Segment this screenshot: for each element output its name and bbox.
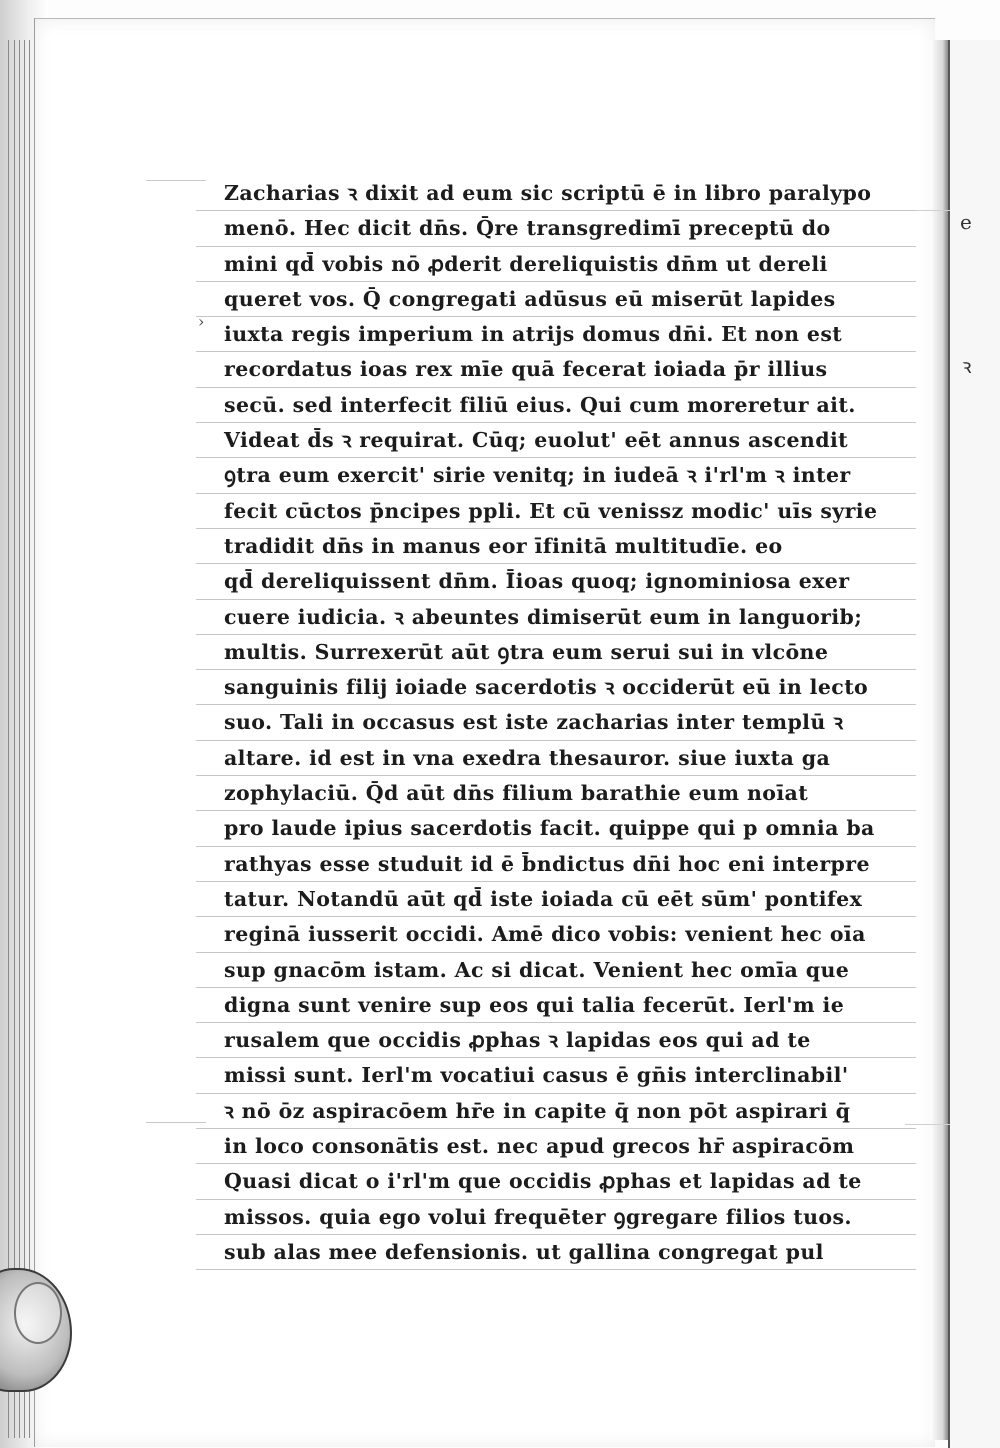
- facing-page-mark: e: [960, 210, 972, 234]
- manuscript-line-text: missos. quia ego volui frequēter ꝯgregare filios tuos.: [224, 1204, 852, 1229]
- manuscript-line: [196, 635, 916, 670]
- manuscript-line: [196, 811, 916, 846]
- manuscript-line-text: suo. Tali in occasus est iste zacharias inter templū ꝛ: [224, 710, 844, 735]
- manuscript-line-text: in loco consonātis est. nec apud grecos hr̄ aspiracōm: [224, 1134, 855, 1159]
- manuscript-line-text: ꝛ nō ōz aspiracōem hr̄e in capite q̄ non pōt aspirari q̄: [224, 1098, 851, 1123]
- manuscript-line-text: secū. sed interfecit filiū eius. Qui cum moreretur ait.: [224, 392, 856, 417]
- manuscript-line: [196, 1023, 916, 1058]
- manuscript-line-text: qd̄ dereliquissent dn̄m. Ī̄ioas quoq; ignominiosa exer: [224, 569, 850, 594]
- manuscript-line-text: missi sunt. Ierl'm vocatiui casus ē gn̄is interclinabil': [224, 1063, 849, 1088]
- manuscript-line: [196, 917, 916, 952]
- manuscript-line-text: iuxta regis imperium in atrijs domus dn̄i. Et non est: [224, 322, 843, 347]
- manuscript-line: [196, 953, 916, 988]
- text-block: [196, 176, 916, 1270]
- manuscript-line: [196, 317, 916, 352]
- manuscript-line: [196, 741, 916, 776]
- manuscript-line-text: Zacharias ꝛ dixit ad eum sic scriptū ē in libro paralypo: [224, 181, 872, 205]
- manuscript-line-text: Quasi dicat o i'rl'm que occidis ꝓphas et lapidas ad te: [224, 1169, 862, 1194]
- manuscript-line: [196, 247, 916, 282]
- manuscript-line: [196, 1235, 916, 1270]
- manuscript-line: [196, 423, 916, 458]
- leaf-edge: [24, 40, 25, 1438]
- manuscript-line: [196, 776, 916, 811]
- manuscript-line-text: cuere iudicia. ꝛ abeuntes dimiserūt eum in languorib;: [224, 604, 863, 629]
- manuscript-line: [196, 388, 916, 423]
- leaf-edge: [19, 40, 20, 1438]
- manuscript-line: [196, 670, 916, 705]
- facing-page-mark: ꝛ: [962, 354, 972, 378]
- manuscript-line: [196, 494, 916, 529]
- margin-mark: ›: [198, 312, 205, 331]
- manuscript-line: [196, 705, 916, 740]
- manuscript-line-text: multis. Surrexerūt aūt ꝯtra eum serui sui in vlcōne: [224, 639, 829, 664]
- leaf-edge: [14, 40, 15, 1438]
- manuscript-line: [196, 211, 916, 246]
- manuscript-line-text: tatur. Notandū aūt qd̄ iste ioiada cū eēt sūm' pontifex: [224, 886, 863, 911]
- manuscript-line: [196, 847, 916, 882]
- manuscript-line-text: rathyas esse studuit id ē b̄ndictus dn̄i hoc eni interpre: [224, 851, 870, 876]
- manuscript-line: [196, 988, 916, 1023]
- manuscript-line: [196, 176, 916, 211]
- manuscript-line-text: mini qd̄ vobis nō ꝓderit dereliquistis dn̄m ut dereli: [224, 251, 828, 276]
- manuscript-line: [196, 882, 916, 917]
- manuscript-line: [196, 1129, 916, 1164]
- leaf-edge: [29, 40, 30, 1438]
- facing-page: [948, 40, 1000, 1448]
- manuscript-line-text: ꝯtra eum exercit' sirie venitq; in iudeā ꝛ i'rl'm ꝛ inter: [224, 463, 851, 488]
- manuscript-line-text: pro laude ipius sacerdotis facit. quippe qui p omnia ba: [224, 816, 875, 841]
- manuscript-line-text: queret vos. Q̄ congregati adūsus eū miserūt lapides: [224, 286, 836, 311]
- manuscript-line: [196, 1058, 916, 1093]
- manuscript-line-text: fecit cūctos p̄ncipes ppli. Et cū venissz modic' uīs syrie: [224, 498, 878, 523]
- manuscript-line: [196, 1164, 916, 1199]
- manuscript-line: [196, 282, 916, 317]
- manuscript-line-text: Videat d̄s ꝛ requirat. Cūq; euolut' eēt annus ascendit: [224, 428, 849, 453]
- manuscript-line-text: sub alas mee defensionis. ut gallina congregat pul: [224, 1239, 824, 1264]
- manuscript-line: [196, 529, 916, 564]
- manuscript-line: [196, 352, 916, 387]
- manuscript-line: [196, 600, 916, 635]
- manuscript-line-text: recordatus ioas rex mīe quā fecerat ioiada p̄r illius: [224, 357, 828, 382]
- leaf-edge: [8, 40, 9, 1438]
- manuscript-line-text: tradidit dn̄s in manus eor īfinitā multitudīe. eo: [224, 533, 783, 558]
- manuscript-line: [196, 1094, 916, 1129]
- manuscript-line-text: digna sunt venire sup eos qui talia fecerūt. Ierl'm ie: [224, 992, 845, 1017]
- manuscript-line-text: sanguinis filij ioiade sacerdotis ꝛ occiderūt eū in lecto: [224, 675, 869, 700]
- manuscript-line-text: rusalem que occidis ꝓphas ꝛ lapidas eos qui ad te: [224, 1028, 811, 1053]
- page-gutter: [930, 40, 948, 1440]
- manuscript-line-text: sup gnacōm istam. Ac si dicat. Venient hec omīa que: [224, 957, 850, 982]
- manuscript-line: [196, 458, 916, 493]
- manuscript-line: [196, 1200, 916, 1235]
- manuscript-line-text: zophylaciū. Q̄d aūt dn̄s filium barathie eum noīat: [224, 781, 809, 806]
- thumb-nail: [14, 1282, 62, 1344]
- manuscript-line: [196, 564, 916, 599]
- manuscript-line-text: reginā iusserit occidi. Amē dico vobis: venient hec oīa: [224, 922, 866, 947]
- manuscript-line-text: menō. Hec dicit dn̄s. Q̄re transgredimī̄ preceptū do: [224, 216, 831, 241]
- manuscript-line-text: altare. id est in vna exedra thesauror. siue iuxta ga: [224, 745, 831, 770]
